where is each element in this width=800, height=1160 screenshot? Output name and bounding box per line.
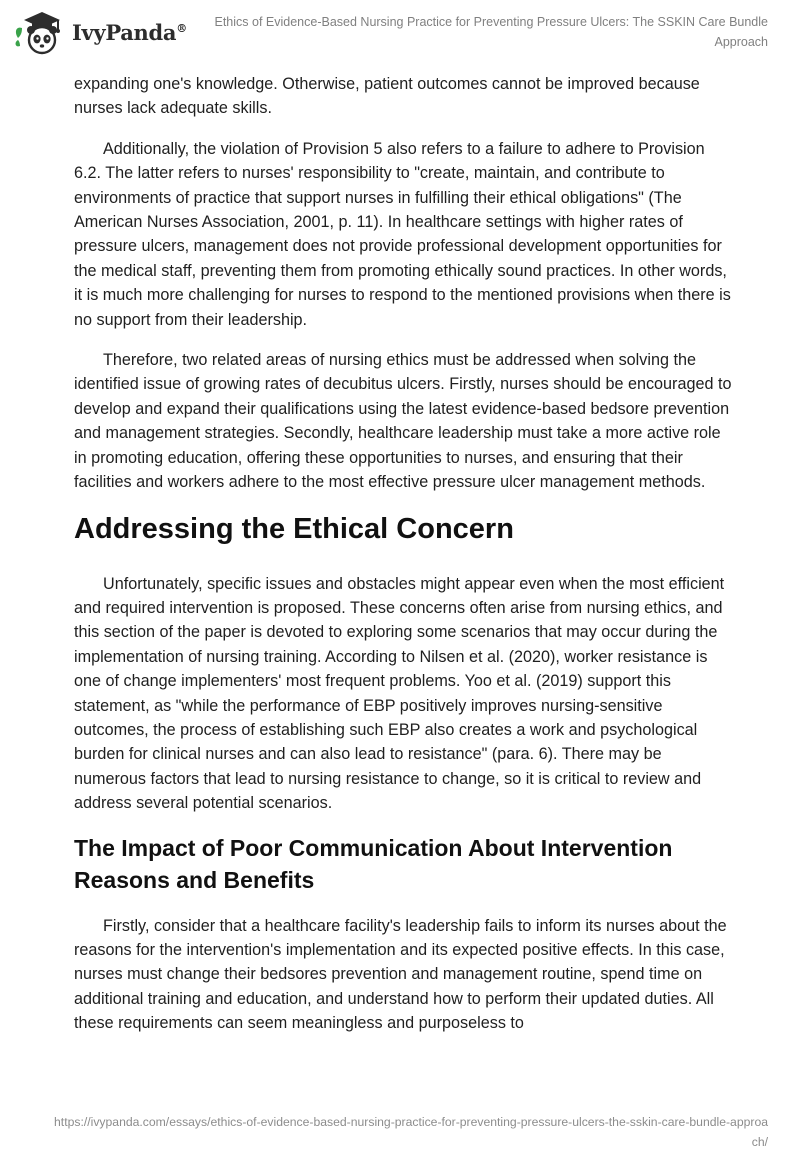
paragraph: Therefore, two related areas of nursing ethics must be addressed when solving the identified issue of growing rates of decubitus ulcers. Firstly, nurses should be encouraged to develop and expand their qualifications using the latest evidence-based bedsore prevention and management strategies. Secondly, healthcare leadership must take a more active role in promoting education, offering these opportunities to nurses, and ensuring that their facilities and workers adhere to the most effective pressure ulcer management methods. xyxy=(74,351,732,492)
article-body xyxy=(74,72,734,1052)
paragraph: Firstly, consider that a healthcare facility's leadership fails to inform its nurses about the reasons for the intervention's implementation and its expected positive effects. In this case, nurses must change their bedsores prevention and management routine, spend time on additional training and education, and understand how to perform their updated duties. All these requirements can seem meaningless and purposeless to xyxy=(74,916,727,1033)
section-heading: Addressing the Ethical Concern xyxy=(74,512,514,545)
panda-graduation-cap-icon xyxy=(12,8,66,56)
logo-wordmark: IvyPanda® xyxy=(72,19,187,45)
document-title: Ethics of Evidence-Based Nursing Practice for Preventing Pressure Ulcers: The SSKIN Care Bundle Approach xyxy=(214,15,768,49)
paragraph: Additionally, the violation of Provision 5 also refers to a failure to adhere to Provision 6.2. The latter refers to nurses' responsibility to "create, maintain, and contribute to environments of practice that support nurses in fulfilling their ethical obligations" (The American Nurses Association, 2001, p. 11). In healthcare settings with higher rates of pressure ulcers, management does not provide professional development opportunities for the medical staff, preventing them from promoting ethically sound practices. In other words, it is much more challenging for nurses to respond to the mentioned provisions when there is no support from their leadership. xyxy=(74,139,731,329)
paragraph: expanding one's knowledge. Otherwise, patient outcomes cannot be improved because nurses lack adequate skills. xyxy=(74,75,700,118)
page-header xyxy=(0,0,800,64)
paragraph: Unfortunately, specific issues and obstacles might appear even when the most efficient and required intervention is proposed. These concerns often arise from nursing ethics, and this section of the paper is devoted to exploring some scenarios that may occur during the implementation of nursing training. According to Nilsen et al. (2020), worker resistance is one of change implementers' most frequent problems. Yoo et al. (2019) support this statement, as "while the performance of EBP positively improves nursing-sensitive outcomes, the process of establishing such EBP also creates a work and psychological burden for clinical nurses and can also lead to resistance" (para. 6). There may be numerous factors that lead to nursing resistance to change, so it is critical to review and address several potential scenarios. xyxy=(74,574,725,813)
subsection-heading: The Impact of Poor Communication About Intervention Reasons and Benefits xyxy=(74,834,673,893)
source-url-link[interactable]: https://ivypanda.com/essays/ethics-of-evidence-based-nursing-practice-for-preventing-pressure-ulcers-the-sskin-care-bundle-approach/ xyxy=(54,1115,768,1149)
